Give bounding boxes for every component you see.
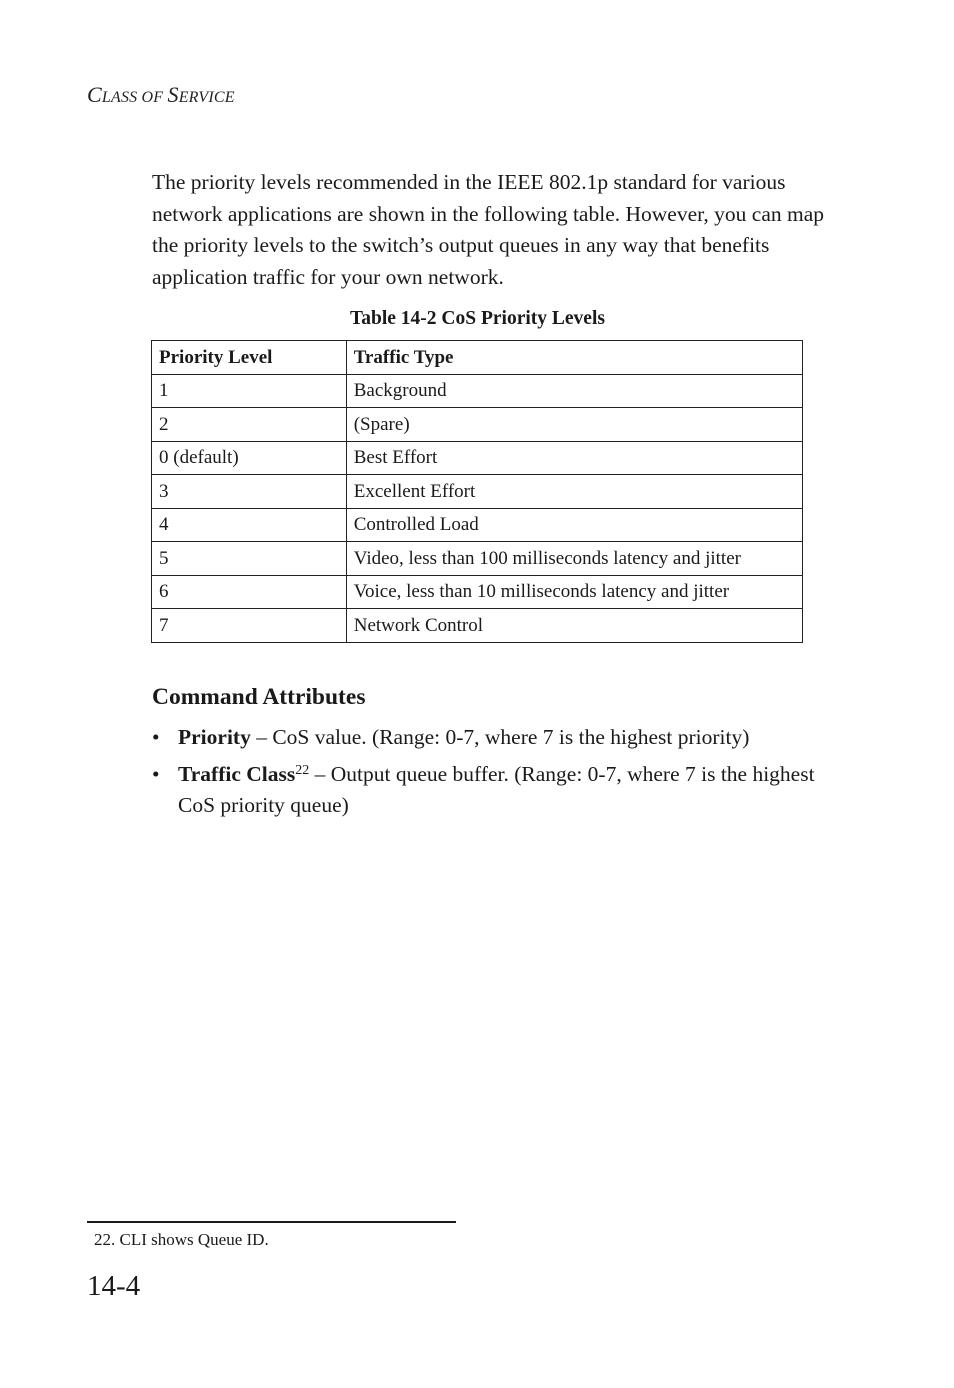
priority-level-cell: 6 (152, 575, 347, 609)
footnote-reference[interactable]: 22 (295, 763, 310, 778)
priority-level-cell: 0 (default) (152, 441, 347, 475)
table-row (152, 475, 803, 509)
bullet-icon: • (152, 762, 160, 786)
table-row (152, 374, 803, 408)
traffic-type-cell: Excellent Effort (346, 475, 802, 509)
priority-level-cell: 4 (152, 508, 347, 542)
table-row (152, 609, 803, 643)
page-number: 14-4 (87, 1270, 141, 1302)
table-caption: Table 14-2 CoS Priority Levels (350, 308, 605, 329)
table-row (152, 575, 803, 609)
traffic-type-cell: Network Control (346, 609, 802, 643)
table-row (152, 408, 803, 442)
command-attributes-list (152, 722, 832, 827)
footnote: 22. CLI shows Queue ID. (94, 1230, 269, 1249)
cos-priority-table (151, 340, 803, 643)
table-header-row (152, 341, 803, 375)
table-row (152, 542, 803, 576)
traffic-type-cell: Best Effort (346, 441, 802, 475)
running-header (87, 84, 235, 106)
header-priority-level: Priority Level (152, 341, 347, 375)
list-item (152, 722, 832, 753)
priority-level-cell: 3 (152, 475, 347, 509)
bullet-icon: • (152, 725, 160, 749)
header-traffic-type: Traffic Type (346, 341, 802, 375)
attribute-term: Traffic Class (178, 762, 296, 786)
priority-level-cell: 1 (152, 374, 347, 408)
command-attributes-heading: Command Attributes (152, 684, 366, 710)
running-header-rest-1: LASS OF (101, 89, 168, 106)
attribute-description: – CoS value. (Range: 0-7, where 7 is the highest priority) (250, 725, 750, 749)
traffic-type-cell: Voice, less than 10 milliseconds latency and jitter (346, 575, 802, 609)
attribute-description: – Output queue buffer. (Range: 0-7, where 7 is the highest CoS priority queue) (178, 762, 815, 817)
attribute-term: Priority (178, 725, 251, 749)
priority-level-cell: 5 (152, 542, 347, 576)
priority-level-cell: 7 (152, 609, 347, 643)
list-item (152, 759, 832, 821)
intro-paragraph: The priority levels recommended in the IEEE 802.1p standard for various network applications are shown in the following table. However, you can map the priority levels to the switch’s output queues in any way that benefits application traffic for your own network. (152, 170, 825, 289)
traffic-type-cell: Video, less than 100 milliseconds latency and jitter (346, 542, 802, 576)
running-header-initial-1: C (87, 82, 102, 107)
traffic-type-cell: Background (346, 374, 802, 408)
running-header-rest-2: ERVICE (178, 89, 235, 106)
traffic-type-cell: (Spare) (346, 408, 802, 442)
priority-level-cell: 2 (152, 408, 347, 442)
traffic-type-cell: Controlled Load (346, 508, 802, 542)
footnote-divider (87, 1221, 456, 1223)
running-header-initial-2: S (167, 82, 179, 107)
table-row (152, 441, 803, 475)
table-row (152, 508, 803, 542)
